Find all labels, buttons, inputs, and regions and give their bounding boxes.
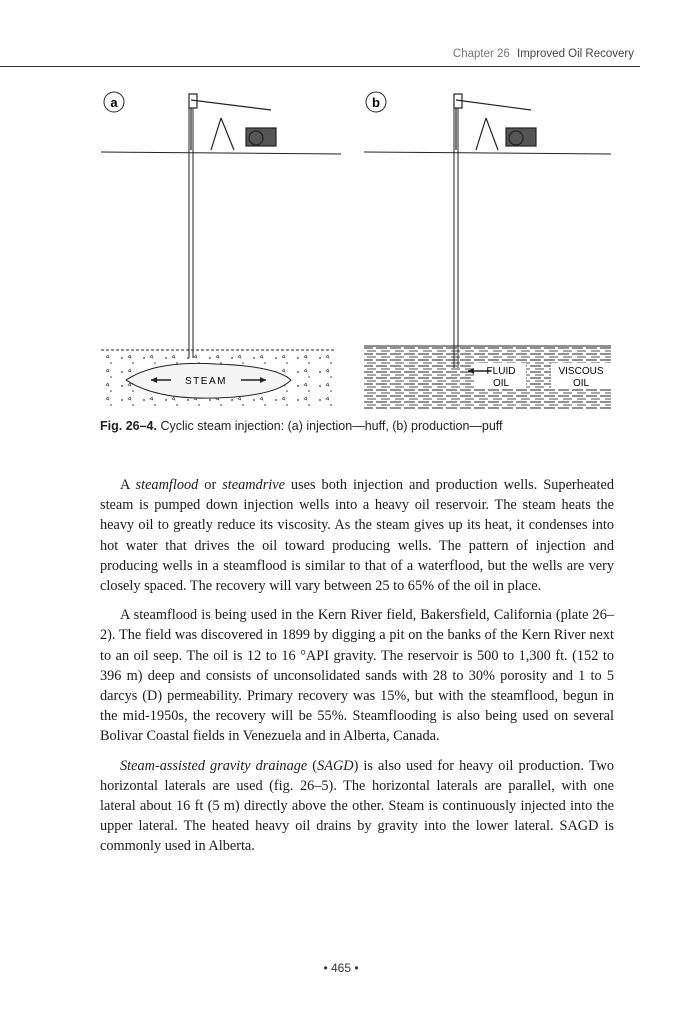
- chapter-title: Improved Oil Recovery: [517, 48, 634, 60]
- body-text: [100, 475, 614, 866]
- paragraph-1: A steamflood or steamdrive uses both injection and production wells. Superheated steam is pumped down injection wells into a heavy oil reservoir. The steam heats the heavy oil to greatly reduce its viscosity. As the steam gives up its heat, it condenses into hot water that drives the oil toward producing wells. The pattern of injection and producing wells in a steamflood is similar to that of a waterflood, but the wells are very closely spaced. The recovery will vary between 25 to 65% of the oil in place.: [100, 477, 614, 595]
- caption-number: Fig. 26–4.: [100, 419, 157, 433]
- term-sagd: Steam-assisted gravity drainage: [120, 757, 308, 774]
- page-number: • 465 •: [323, 961, 359, 975]
- term-steamdrive: steamdrive: [222, 477, 285, 493]
- header-rule: [0, 66, 640, 67]
- figure-caption: [100, 419, 640, 433]
- panel-a: [101, 92, 341, 410]
- panel-b-label: b: [372, 95, 380, 110]
- steam-label: STEAM: [185, 376, 227, 387]
- pump-jack-b: [454, 94, 536, 150]
- term-sagd-abbrev: SAGD: [317, 757, 354, 774]
- panel-a-label: a: [110, 95, 118, 110]
- fluid-label: FLUID: [486, 366, 516, 377]
- viscous-label: VISCOUS: [558, 366, 604, 377]
- running-header: [453, 48, 634, 60]
- oil-label-1: OIL: [492, 378, 510, 389]
- paragraph-2: A steamflood is being used in the Kern River field, Bakersfield, California (plate 26–2). The field was discovered in 1899 by digging a pit on the banks of the Kern River next to an oil seep. The oil is 12 to 16 °API gravity. The reservoir is 500 to 1,300 ft. (152 to 396 m) deep and consists of unconsolidated sands with 28 to 30% porosity and 1 to 5 darcys (D) permeability. Primary recovery was 15%, but with the steamflood, begun in the mid-1950s, the recovery will be 55%. Steamflooding is also being used on several Bolivar Coastal fields in Venezuela and in Alberta, Canada.: [100, 607, 614, 745]
- oil-label-2: OIL: [572, 378, 590, 389]
- figure-cyclic-steam: [96, 88, 616, 418]
- paragraph-3: Steam-assisted gravity drainage (SAGD) is also used for heavy oil production. Two horizontal laterals are used (fig. 26–5). The horizontal laterals are parallel, with one lateral about 16 ft (5 m) directly above the other. Steam is continuously injected into the upper lateral. The heated heavy oil drains by gravity into the lower lateral. SAGD is commonly used in Alberta.: [100, 757, 614, 855]
- figure-illustration: [96, 88, 616, 418]
- chapter-number: Chapter 26: [452, 48, 510, 60]
- panel-b: [364, 92, 611, 410]
- caption-text: Cyclic steam injection: (a) injection—huff, (b) production—puff: [160, 419, 503, 433]
- term-steamflood: steamflood: [135, 477, 199, 493]
- pump-jack-a: [189, 94, 276, 150]
